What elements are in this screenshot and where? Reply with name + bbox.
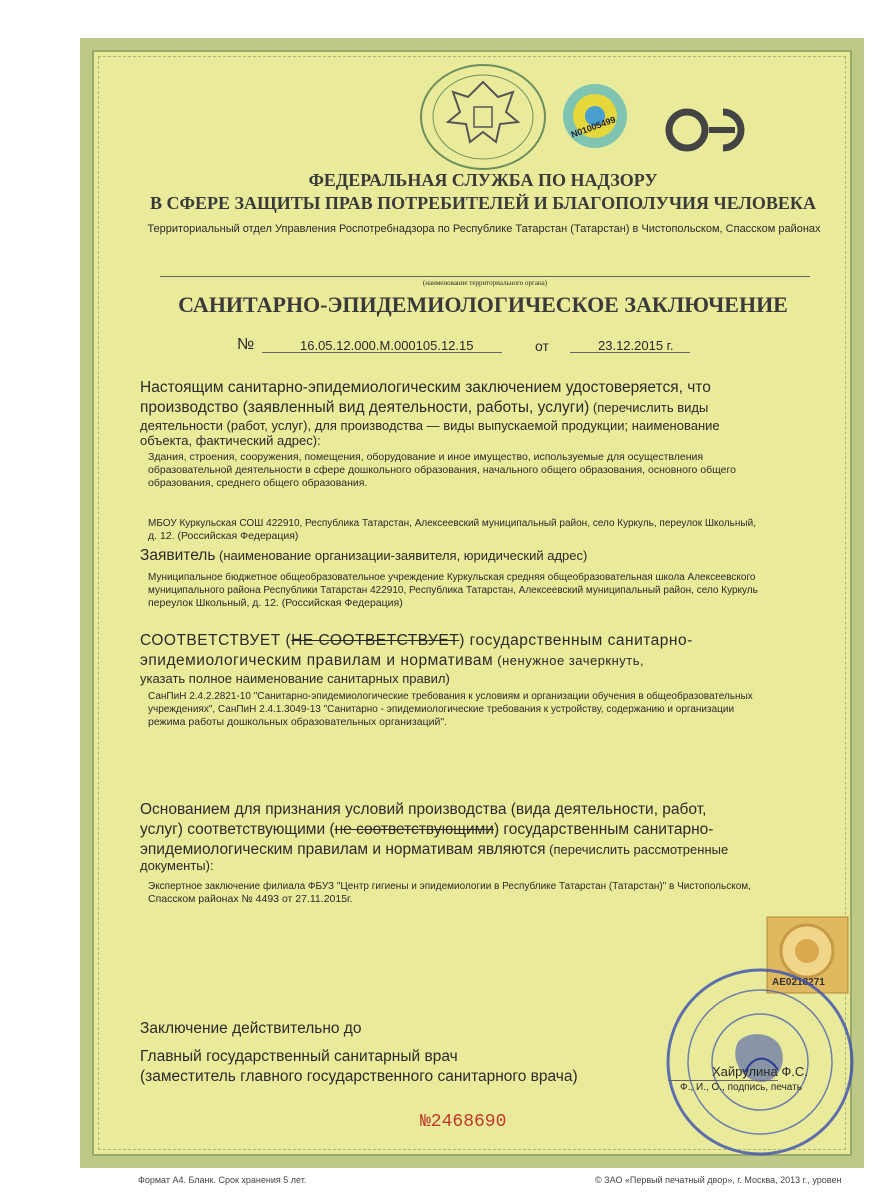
agency-line-1: ФЕДЕРАЛЬНАЯ СЛУЖБА ПО НАДЗОРУ [308, 170, 658, 190]
section1-heading-a: Настоящим санитарно-эпидемиологическим заключением удостоверяется, что [140, 379, 711, 396]
compliance-line-3: указать полное наименование санитарных правил) [140, 671, 450, 686]
territorial-office: Территориальный отдел Управления Роспотребнадзора по Республике Татарстан (Татарстан) в Чистопольском, Спасском районах [147, 223, 821, 235]
date-label: от [535, 338, 549, 354]
section1-heading-b: производство (заявленный вид деятельности, работы, услуги) (перечислить виды [140, 399, 709, 416]
round-stamp [660, 962, 860, 1162]
format-note: Формат А4. Бланк. Срок хранения 5 лет. [138, 1175, 307, 1185]
hologram-2-code: АЕ0218271 [772, 977, 825, 988]
signer-name: Хайрулина Ф.С. [712, 1064, 808, 1079]
number-value: 16.05.12.000.М.000105.12.15 [300, 338, 474, 353]
serial-number: №2468690 [420, 1112, 507, 1132]
valid-until-label: Заключение действительно до [140, 1020, 362, 1037]
hologram-code: N01005499 [569, 114, 617, 140]
document-title: САНИТАРНО-ЭПИДЕМИОЛОГИЧЕСКОЕ ЗАКЛЮЧЕНИЕ [178, 292, 788, 317]
activity-line-3: образования, среднего общего образования. [148, 477, 368, 489]
not-complying-struck: не соответствующими [334, 821, 494, 838]
coat-of-arms-emblem [418, 62, 548, 172]
compliance-line-1: СООТВЕТСТВУЕТ (НЕ СООТВЕТСТВУЕТ) государственным санитарно- [140, 632, 693, 649]
sanitary-rules-line-1: СанПиН 2.4.2.2821-10 "Санитарно-эпидемиологические требования к условиям и организации обучения в общеобразовательных [148, 691, 753, 702]
applicant-line-2: муниципального района Республики Татарстан 422910, Республика Татарстан, Алексеевский муниципальный район, село Куркуль [148, 585, 758, 596]
basis-line-4: документы): [140, 858, 214, 873]
section1-heading-d: объекта, фактический адрес): [140, 433, 321, 448]
expert-doc-line-2: Спасском районах № 4493 от 27.11.2015г. [148, 893, 353, 905]
signer-caption: Ф., И., О., подпись, печать [680, 1082, 802, 1093]
object-address-line-2: д. 12. (Российская Федерация) [148, 530, 299, 542]
not-complies-struck: НЕ СООТВЕТСТВУЕТ [291, 632, 460, 649]
activity-line-2: образовательной деятельности в сфере дошкольного образования, начального общего образования, основного общего [148, 464, 736, 476]
object-address-line-1: МБОУ Куркульская СОШ 422910, Республика Татарстан, Алексеевский муниципальный район, село Куркуль, переулок Школьный, [148, 518, 756, 529]
compliance-line-2: эпидемиологическим правилам и нормативам (ненужное зачеркнуть, [140, 652, 645, 669]
basis-line-3: эпидемиологическим правилам и нормативам являются (перечислить рассмотренные [140, 841, 729, 858]
chief-doctor-label: Главный государственный санитарный врач [140, 1048, 458, 1065]
se-logo [665, 100, 745, 160]
printer-note: © ЗАО «Первый печатный двор», г. Москва, 2013 г., уровен [595, 1175, 842, 1185]
territorial-caption: (наименование территориального органа) [422, 279, 548, 287]
hologram-seal [560, 78, 630, 158]
signature-rule [668, 1080, 778, 1081]
number-label: № [237, 336, 255, 353]
activity-line-1: Здания, строения, сооружения, помещения, оборудование и иное имущество, используемые для осуществления [148, 451, 704, 463]
date-value: 23.12.2015 г. [598, 338, 674, 353]
sanitary-rules-line-3: режима работы дошкольных образовательных организаций". [148, 716, 447, 728]
basis-line-2: услуг) соответствующими (не соответствующими) государственным санитарно- [140, 821, 714, 838]
applicant-line-3: переулок Школьный, д. 12. (Российская Федерация) [148, 597, 403, 609]
applicant-line-1: Муниципальное бюджетное общеобразовательное учреждение Куркульская средняя общеобразовательная школа Алексеевского [148, 572, 756, 583]
expert-doc-line-1: Экспертное заключение филиала ФБУЗ "Центр гигиены и эпидемиологии в Республике Татарстан (Татарстан)" в Чистопольском, [148, 881, 751, 892]
applicant-heading: Заявитель (наименование организации-заявителя, юридический адрес) [140, 547, 588, 564]
basis-line-1: Основанием для признания условий производства (вида деятельности, работ, [140, 801, 707, 818]
agency-line-2: В СФЕРЕ ЗАЩИТЫ ПРАВ ПОТРЕБИТЕЛЕЙ И БЛАГОПОЛУЧИЯ ЧЕЛОВЕКА [150, 193, 816, 213]
deputy-chief-doctor-label: (заместитель главного государственного санитарного врача) [140, 1068, 578, 1085]
sanitary-rules-line-2: учреждениях", СанПиН 2.4.1.3049-13 "Санитарно - эпидемиологические требования к устройству, содержанию и организации [148, 704, 735, 715]
section1-heading-c: деятельности (работ, услуг), для производства — виды выпускаемой продукции; наименование [140, 418, 720, 433]
territorial-rule [160, 276, 810, 277]
